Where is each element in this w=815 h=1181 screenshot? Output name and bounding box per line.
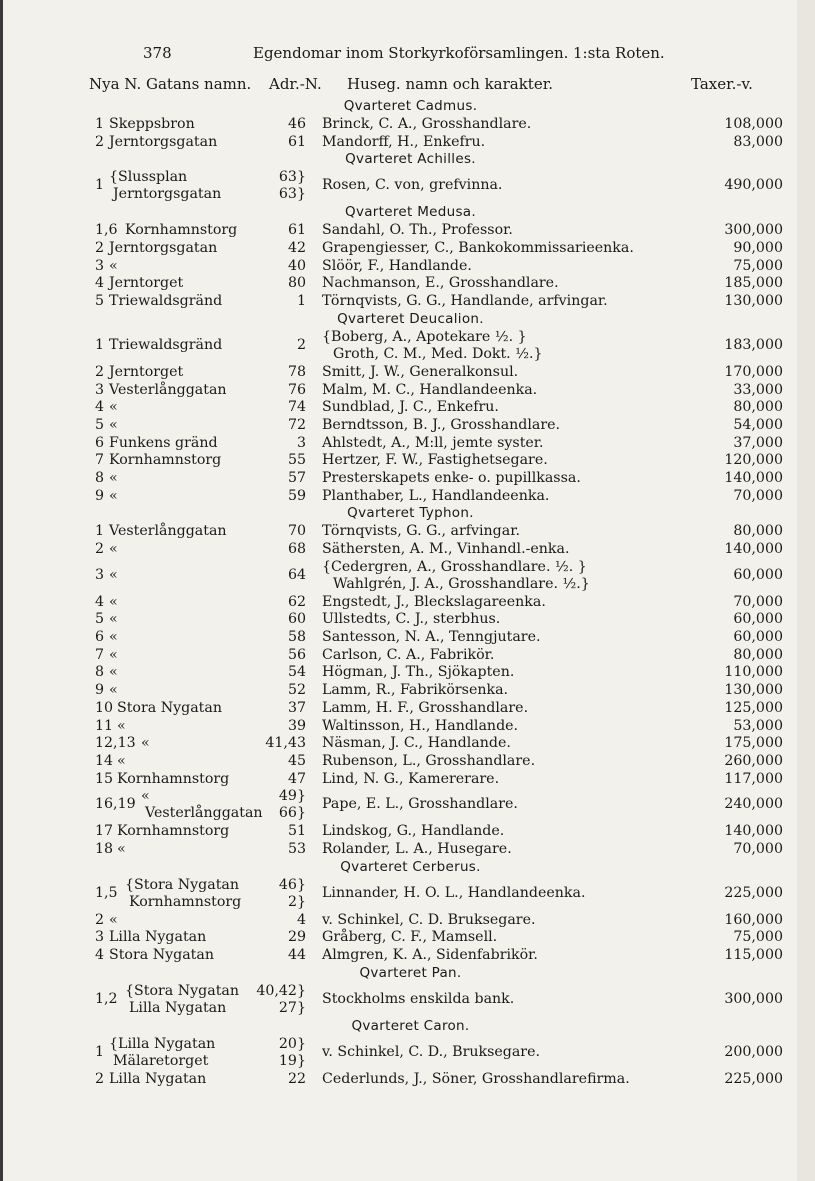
table-row: [3, 682, 815, 700]
owner-name: Smitt, J. W., Generalkonsul.: [322, 363, 519, 380]
owner-name: Engstedt, J., Bleckslagareenka.: [322, 593, 546, 610]
block-heading-row: [3, 151, 815, 169]
street-name: «: [109, 611, 118, 628]
table-row: [3, 116, 815, 134]
owner-name: Hertzer, F. W., Fastighetsegare.: [322, 452, 548, 469]
house-number: 12,13: [95, 735, 136, 752]
tax-value: 225,000: [724, 884, 783, 901]
owner-name: {Cedergren, A., Grosshandlare. ½. }: [322, 558, 587, 575]
owner-name: Brinck, C. A., Grosshandlare.: [322, 116, 532, 132]
tax-value: 140,000: [724, 823, 783, 840]
owner-name: Almgren, K. A., Sidenfabrikör.: [322, 947, 538, 963]
address-number: 56: [287, 646, 306, 663]
tax-value: 110,000: [724, 664, 783, 681]
tax-value: 115,000: [724, 947, 783, 963]
address-number: 46}: [278, 876, 306, 893]
street-name: Kornhamnstorg: [117, 823, 230, 840]
block-heading-row: [3, 98, 815, 116]
tax-value: 60,000: [733, 629, 783, 646]
address-number: 42: [287, 240, 306, 257]
street-name: Kornhamnstorg: [125, 222, 238, 239]
address-number: 22: [287, 1070, 306, 1087]
owner-name: Mandorff, H., Enkefru.: [322, 133, 486, 150]
house-number: 6: [95, 629, 105, 646]
owner-name: Rubenson, L., Grosshandlare.: [322, 752, 536, 769]
block-heading: Qvarteret Medusa.: [345, 204, 476, 221]
table-row: [3, 771, 815, 789]
address-number: 61: [287, 222, 306, 239]
house-number: 3: [95, 566, 105, 583]
col-header-tax: Taxer.-v.: [691, 75, 753, 93]
tax-value: 75,000: [733, 929, 783, 946]
table-row: [3, 841, 815, 859]
table-row: [3, 1071, 815, 1089]
table-row: [3, 735, 815, 753]
block-heading-row: [3, 965, 815, 983]
tax-value: 300,000: [724, 222, 783, 239]
tax-value: 170,000: [724, 363, 783, 380]
house-number: 16,19: [95, 796, 136, 813]
tax-value: 183,000: [724, 336, 783, 353]
address-number: 53: [287, 840, 306, 857]
house-number: 2: [95, 133, 105, 150]
block-heading-row: [3, 859, 815, 877]
street-name: «: [141, 735, 150, 752]
col-header-street: Nya N. Gatans namn.: [89, 75, 252, 93]
block-heading-row: [3, 1018, 815, 1036]
street-name: Mälaretorget: [113, 1052, 209, 1069]
tax-value: 140,000: [724, 469, 783, 486]
owner-name: Pape, E. L., Grosshandlare.: [322, 796, 518, 813]
street-name: Jerntorgsgatan: [109, 133, 218, 150]
tax-value: 117,000: [724, 770, 783, 787]
street-name: «: [109, 629, 118, 646]
house-number: 1: [95, 523, 105, 540]
col-header-owner: Huseg. namn och karakter.: [347, 75, 554, 93]
address-number: 2: [296, 336, 306, 353]
street-name: Vesterlånggatan: [145, 805, 263, 822]
table-row: [3, 452, 815, 470]
page-title: Egendomar inom Storkyrkoförsamlingen.: [253, 44, 569, 62]
address-number: 2}: [287, 893, 306, 910]
owner-name: Grapengiesser, C., Bankokommissarieenka.: [322, 240, 634, 257]
tax-value: 490,000: [724, 177, 783, 194]
house-number: 10: [95, 699, 114, 716]
table-row: [3, 929, 815, 947]
address-number: 68: [287, 541, 306, 557]
owner-name: Törnqvists, G. G., Handlande, arfvingar.: [322, 293, 608, 310]
street-name: «: [109, 646, 118, 663]
house-number: 9: [95, 487, 105, 504]
address-number: 66}: [278, 805, 306, 822]
table-row: [3, 947, 815, 965]
street-name: «: [109, 911, 118, 928]
owner-name: Säthersten, A. M., Vinhandl.-enka.: [322, 541, 570, 557]
tax-value: 80,000: [733, 523, 783, 540]
owner-name: Berndtsson, B. J., Grosshandlare.: [322, 416, 561, 433]
tax-value: 37,000: [733, 434, 783, 451]
street-name: Jerntorgsgatan: [113, 186, 222, 203]
tax-value: 200,000: [724, 1043, 783, 1060]
house-number: 17: [95, 823, 114, 840]
address-number: 78: [287, 363, 306, 380]
table-row: [3, 169, 815, 204]
tax-value: 53,000: [733, 717, 783, 734]
street-name: Lilla Nygatan: [129, 999, 227, 1016]
owner-name: Lamm, R., Fabrikörsenka.: [322, 682, 509, 699]
page-number: 378: [143, 44, 172, 62]
rote-label: 1:sta Roten.: [573, 44, 665, 62]
address-number: 46: [287, 116, 306, 132]
table-row: [3, 399, 815, 417]
house-number: 1: [95, 177, 105, 194]
tax-value: 300,000: [724, 990, 783, 1007]
block-heading: Qvarteret Caron.: [351, 1017, 470, 1034]
address-number: 4: [296, 911, 306, 928]
table-row: [3, 364, 815, 382]
house-number: 3: [95, 929, 105, 946]
owner-name: Slöör, F., Handlande.: [322, 257, 472, 274]
street-name: «: [117, 717, 126, 734]
street-name: {Lilla Nygatan: [109, 1035, 216, 1052]
street-name: Triewaldsgränd: [109, 293, 223, 310]
address-number: 60: [287, 611, 306, 628]
address-number: 20}: [278, 1035, 306, 1052]
owner-name: v. Schinkel, C. D., Bruksegare.: [322, 1043, 540, 1060]
street-name: Kornhamnstorg: [117, 770, 230, 787]
owner-name: Planthaber, L., Handlandeenka.: [322, 487, 550, 504]
address-number: 40: [287, 257, 306, 274]
address-number: 64: [287, 566, 306, 583]
house-number: 1,5: [95, 884, 118, 901]
address-number: 51: [287, 823, 306, 840]
house-number: 8: [95, 469, 105, 486]
street-name: «: [109, 487, 118, 504]
street-name: «: [141, 788, 150, 805]
owner-name: Santesson, N. A., Tenngjutare.: [322, 629, 541, 646]
street-name: Stora Nygatan: [109, 947, 214, 963]
tax-value: 240,000: [724, 796, 783, 813]
house-number: 14: [95, 752, 114, 769]
owner-name: Törnqvists, G. G., arfvingar.: [322, 523, 520, 540]
address-number: 70: [287, 523, 306, 540]
address-number: 29: [287, 929, 306, 946]
address-number: 59: [287, 487, 306, 504]
tax-value: 33,000: [733, 381, 783, 398]
tax-value: 140,000: [724, 541, 783, 557]
address-number: 49}: [278, 788, 306, 805]
address-number: 63}: [278, 169, 306, 186]
house-number: 2: [95, 911, 105, 928]
block-heading: Qvarteret Typhon.: [347, 505, 474, 522]
address-number: 58: [287, 629, 306, 646]
owner-name: Sandahl, O. Th., Professor.: [322, 222, 513, 239]
address-number: 61: [287, 133, 306, 150]
street-name: Triewaldsgränd: [109, 336, 223, 353]
house-number: 2: [95, 541, 105, 557]
tax-value: 60,000: [733, 566, 783, 583]
owner-name: Näsman, J. C., Handlande.: [322, 735, 511, 752]
tax-value: 70,000: [733, 593, 783, 610]
table-row: [3, 382, 815, 400]
street-name: Funkens gränd: [109, 434, 218, 451]
table-row: [3, 435, 815, 453]
tax-value: 75,000: [733, 257, 783, 274]
owner-name: Rosen, C. von, grefvinna.: [322, 177, 503, 194]
address-number: 63}: [278, 186, 306, 203]
table-row: [3, 488, 815, 506]
street-name: Kornhamnstorg: [109, 452, 222, 469]
street-name: «: [109, 257, 118, 274]
address-number: 80: [287, 275, 306, 292]
table-row: [3, 470, 815, 488]
house-number: 7: [95, 452, 105, 469]
house-number: 1: [95, 116, 105, 132]
owner-name: Stockholms enskilda bank.: [322, 990, 515, 1007]
street-name: «: [109, 566, 118, 583]
tax-value: 130,000: [724, 293, 783, 310]
table-row: [3, 664, 815, 682]
house-number: 5: [95, 293, 105, 310]
address-number: 76: [287, 381, 306, 398]
tax-value: 130,000: [724, 682, 783, 699]
house-number: 3: [95, 257, 105, 274]
house-number: 7: [95, 646, 105, 663]
address-number: 37: [287, 699, 306, 716]
address-number: 40,42}: [256, 982, 306, 999]
table-row: [3, 877, 815, 912]
street-name: «: [117, 752, 126, 769]
tax-value: 70,000: [733, 840, 783, 857]
table-row: [3, 629, 815, 647]
street-name: «: [117, 840, 126, 857]
owner-name: Ullstedts, C. J., sterbhus.: [322, 611, 501, 628]
street-name: Jerntorgsgatan: [109, 240, 218, 257]
owner-name: Groth, C. M., Med. Dokt. ½.}: [333, 345, 543, 362]
block-heading-row: [3, 204, 815, 222]
block-heading: Qvarteret Pan.: [359, 964, 462, 981]
street-name: «: [109, 664, 118, 681]
table-row: [3, 753, 815, 771]
house-number: 15: [95, 770, 114, 787]
street-name: «: [109, 469, 118, 486]
address-number: 39: [287, 717, 306, 734]
address-number: 19}: [278, 1052, 306, 1069]
tax-value: 260,000: [724, 752, 783, 769]
house-number: 2: [95, 240, 105, 257]
address-number: 62: [287, 593, 306, 610]
owner-name: Gråberg, C. F., Mamsell.: [322, 929, 498, 946]
table-row: [3, 240, 815, 258]
tax-value: 120,000: [724, 452, 783, 469]
block-heading-row: [3, 505, 815, 523]
address-number: 72: [287, 416, 306, 433]
address-number: 44: [287, 947, 306, 963]
table-row: [3, 559, 815, 594]
street-name: {Slussplan: [109, 169, 188, 186]
table-row: [3, 275, 815, 293]
owner-name: Waltinsson, H., Handlande.: [322, 717, 519, 734]
address-number: 41,43: [265, 735, 306, 752]
tax-value: 70,000: [733, 487, 783, 504]
house-number: 9: [95, 682, 105, 699]
house-number: 5: [95, 416, 105, 433]
house-number: 11: [95, 717, 114, 734]
tax-value: 185,000: [724, 275, 783, 292]
address-number: 47: [287, 770, 306, 787]
street-name: {Stora Nygatan: [125, 876, 240, 893]
house-number: 18: [95, 840, 114, 857]
property-table: [3, 98, 815, 1088]
house-number: 4: [95, 947, 105, 963]
owner-name: Linnander, H. O. L., Handlandeenka.: [322, 884, 586, 901]
table-row: [3, 594, 815, 612]
owner-name: v. Schinkel, C. D. Bruksegare.: [322, 911, 536, 928]
address-number: 55: [287, 452, 306, 469]
street-name: Vesterlånggatan: [109, 381, 227, 398]
table-row: [3, 647, 815, 665]
owner-name: Malm, M. C., Handlandeenka.: [322, 381, 538, 398]
table-row: [3, 788, 815, 823]
address-number: 74: [287, 399, 306, 416]
address-number: 3: [296, 434, 306, 451]
owner-name: Sundblad, J. C., Enkefru.: [322, 399, 499, 416]
street-name: Lilla Nygatan: [109, 929, 207, 946]
owner-name: Högman, J. Th., Sjökapten.: [322, 664, 515, 681]
house-number: 4: [95, 399, 105, 416]
owner-name: Wahlgrén, J. A., Grosshandlare. ½.}: [333, 575, 590, 592]
tax-value: 80,000: [733, 646, 783, 663]
house-number: 6: [95, 434, 105, 451]
house-number: 1,6: [95, 222, 118, 239]
street-name: {Stora Nygatan: [125, 982, 240, 999]
address-number: 54: [287, 664, 306, 681]
block-heading: Qvarteret Cadmus.: [343, 98, 478, 114]
street-name: Jerntorget: [109, 363, 184, 380]
table-row: [3, 417, 815, 435]
owner-name: Lindskog, G., Handlande.: [322, 823, 505, 840]
owner-name: Carlson, C. A., Fabrikör.: [322, 646, 495, 663]
house-number: 1: [95, 336, 105, 353]
tax-value: 54,000: [733, 416, 783, 433]
table-row: [3, 823, 815, 841]
block-heading-row: [3, 311, 815, 329]
street-name: «: [109, 682, 118, 699]
block-heading: Qvarteret Deucalion.: [337, 310, 484, 327]
tax-value: 80,000: [733, 399, 783, 416]
address-number: 45: [287, 752, 306, 769]
tax-value: 108,000: [724, 116, 783, 132]
street-name: «: [109, 399, 118, 416]
street-name: Skeppsbron: [109, 116, 195, 132]
tax-value: 90,000: [733, 240, 783, 257]
table-row: [3, 329, 815, 364]
house-number: 1: [95, 1043, 105, 1060]
table-row: [3, 611, 815, 629]
house-number: 5: [95, 611, 105, 628]
tax-value: 225,000: [724, 1070, 783, 1087]
owner-name: Cederlunds, J., Söner, Grosshandlarefirma.: [322, 1070, 630, 1087]
table-row: [3, 222, 815, 240]
table-row: [3, 523, 815, 541]
address-number: 1: [296, 293, 306, 310]
tax-value: 60,000: [733, 611, 783, 628]
table-row: [3, 134, 815, 152]
table-row: [3, 293, 815, 311]
block-heading: Qvarteret Cerberus.: [340, 858, 481, 875]
address-number: 57: [287, 469, 306, 486]
address-number: 27}: [278, 999, 306, 1016]
table-row: [3, 718, 815, 736]
street-name: Jerntorget: [109, 275, 184, 292]
table-row: [3, 258, 815, 276]
house-number: 1,2: [95, 990, 118, 1007]
table-row: [3, 541, 815, 559]
street-name: Vesterlånggatan: [109, 523, 227, 540]
address-number: 52: [287, 682, 306, 699]
street-name: «: [109, 541, 118, 557]
owner-name: Rolander, L. A., Husegare.: [322, 840, 512, 857]
owner-name: Presterskapets enke- o. pupillkassa.: [322, 469, 581, 486]
table-row: [3, 1036, 815, 1071]
house-number: 4: [95, 275, 105, 292]
house-number: 2: [95, 1070, 105, 1087]
owner-name: Ahlstedt, A., M:ll, jemte syster.: [322, 434, 544, 451]
tax-value: 160,000: [724, 911, 783, 928]
street-name: Kornhamnstorg: [129, 893, 242, 910]
tax-value: 125,000: [724, 699, 783, 716]
house-number: 3: [95, 381, 105, 398]
house-number: 2: [95, 363, 105, 380]
col-header-adr: Adr.-N.: [269, 75, 322, 93]
owner-name: Lamm, H. F., Grosshandlare.: [322, 699, 529, 716]
tax-value: 175,000: [724, 735, 783, 752]
owner-name: Lind, N. G., Kamererare.: [322, 770, 500, 787]
street-name: Stora Nygatan: [117, 699, 222, 716]
owner-name: Nachmanson, E., Grosshandlare.: [322, 275, 559, 292]
street-name: «: [109, 593, 118, 610]
house-number: 8: [95, 664, 105, 681]
house-number: 4: [95, 593, 105, 610]
table-row: [3, 912, 815, 930]
owner-name: {Boberg, A., Apotekare ½. }: [322, 328, 527, 345]
street-name: Lilla Nygatan: [109, 1070, 207, 1087]
table-row: [3, 700, 815, 718]
block-heading: Qvarteret Achilles.: [345, 151, 476, 168]
tax-value: 83,000: [733, 133, 783, 150]
street-name: «: [109, 416, 118, 433]
table-row: [3, 983, 815, 1018]
